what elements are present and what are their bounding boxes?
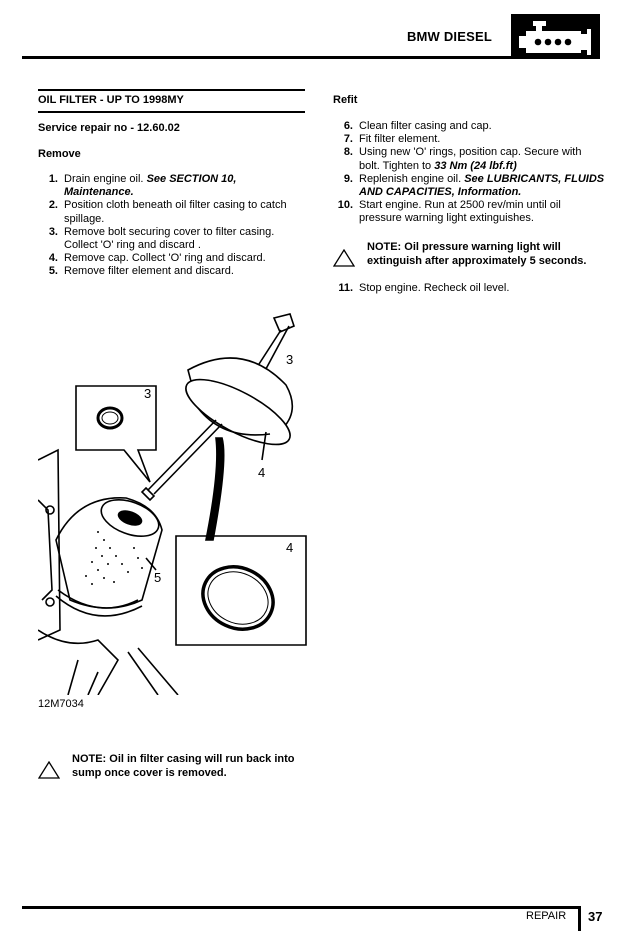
- header-rule: [22, 56, 600, 59]
- remove-heading: Remove: [38, 148, 81, 160]
- refit-step-11: 11. Stop engine. Recheck oil level.: [338, 282, 510, 294]
- page-header-title: BMW DIESEL: [406, 29, 492, 44]
- callout-4-cover: 4: [258, 465, 266, 480]
- note-casing-text: NOTE: Oil in filter casing will run back into sump once cover is removed.: [72, 753, 295, 779]
- refit-step-8: 8. Using new 'O' rings, position cap. Secure with bolt. Tighten to 33 Nm (24 lbf.ft): [343, 146, 582, 172]
- remove-step-2: 2. Position cloth beneath oil filter casing to catch spillage.: [48, 199, 287, 225]
- remove-step-1: 1. Drain engine oil. See SECTION 10, Maintenance.: [48, 173, 237, 199]
- remove-step-5: 5. Remove filter element and discard.: [48, 265, 234, 278]
- refit-heading: Refit: [333, 94, 358, 106]
- figure-id: 12M7034: [38, 698, 84, 710]
- callout-3-o-ring: 3: [144, 386, 152, 401]
- refit-step-7: 7. Fit filter element.: [343, 133, 441, 146]
- callout-3-bolt: 3: [286, 352, 294, 367]
- oil-filter-illustration: [38, 300, 313, 695]
- footer-divider: [578, 906, 581, 931]
- note-pressure: [333, 241, 608, 272]
- refit-steps-list: [333, 120, 605, 226]
- service-repair-number: Service repair no - 12.60.02: [38, 122, 180, 134]
- section-rule-top: [38, 89, 305, 91]
- section-title: OIL FILTER - UP TO 1998MY: [38, 94, 184, 106]
- engine-icon: [511, 14, 600, 59]
- final-step-list: [333, 282, 605, 295]
- refit-step-9: 9. Replenish engine oil. See LUBRICANTS, FLUIDS AND CAPACITIES, Information.: [343, 172, 605, 199]
- refit-step-6: 6. Clean filter casing and cap.: [343, 120, 492, 132]
- footer-rule: [22, 906, 580, 909]
- callout-5-element: 5: [154, 570, 162, 585]
- note-casing: [38, 753, 310, 784]
- callout-4-o-ring: 4: [286, 540, 294, 555]
- remove-step-3: 3. Remove bolt securing cover to filter casing. Collect 'O' ring and discard .: [48, 225, 275, 252]
- page-number: 37: [588, 909, 603, 924]
- warning-triangle-icon: [333, 241, 367, 272]
- section-rule-bottom: [38, 111, 305, 113]
- remove-steps-list: [38, 173, 300, 279]
- warning-triangle-icon: [38, 753, 72, 784]
- refit-step-10: 10. Start engine. Run at 2500 rev/min until oil pressure warning light extinguishes.: [337, 199, 561, 225]
- footer-section-label: REPAIR: [526, 910, 567, 922]
- remove-step-4: 4. Remove cap. Collect 'O' ring and discard.: [48, 252, 266, 265]
- note-pressure-text: NOTE: Oil pressure warning light will extinguish after approximately 5 seconds.: [367, 241, 587, 267]
